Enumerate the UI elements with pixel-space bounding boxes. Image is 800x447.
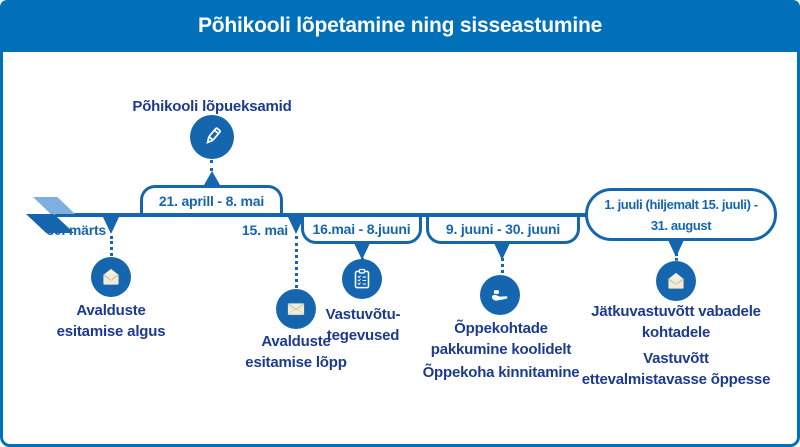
milestone-date-15-mai: 15. mai [241,222,288,238]
timeline-marker-triangle [204,171,220,185]
milestone-label: Vastuvõtu- tegevused [325,306,401,344]
date-range-bracket [140,185,283,213]
milestone-date-range: 9. juuni - 30. juuni [445,221,561,237]
milestone-label: Avalduste esitamise lõpp [245,333,347,371]
date-range-capsule [585,188,777,241]
hand-icon [487,282,513,308]
milestone-label: Jätkuvastuvõtt vabadele kohtadele [591,303,761,341]
timeline-marker-triangle [288,217,304,234]
timeline-marker-triangle [494,243,510,260]
milestone-date-range: 16.mai - 8.juuni [312,221,411,237]
milestone-icon-circle [276,289,316,329]
milestone-label: Avalduste esitamise algus [56,302,166,340]
milestone-date-range: 21. aprill - 8. mai [158,192,265,209]
pen-icon [198,123,226,151]
dotted-connector [110,236,113,256]
clipboard-icon [349,266,375,292]
envelope-open-icon [98,264,124,290]
milestone-heading: Põhikooli lõpueksamid [132,98,292,115]
milestone-icon-circle [480,275,520,315]
dotted-connector [295,236,298,288]
milestone-label: Õppekohtade pakkumine koolidelt [430,320,572,358]
dotted-connector [210,160,213,171]
envelope-closed-icon [283,296,309,322]
date-range-bracket [426,217,580,244]
milestone-date-30-marts: 30. märts [46,222,106,238]
milestone-icon-circle [91,257,131,297]
page-title: Põhikooli lõpetamine ning sisseastumine [197,14,603,37]
milestone-date-range: 31. august [650,217,712,233]
milestone-icon-circle [342,259,382,299]
envelope-open-icon [663,268,689,294]
date-range-bracket [301,217,422,244]
milestone-label: Õppekoha kinnitamine [422,364,580,381]
timeline-marker-triangle [354,243,370,260]
header-bar [0,0,800,52]
milestone-icon-circle [656,261,696,301]
milestone-label: Vastuvõtt ettevalmistavasse õppesse [581,350,771,388]
dotted-connector [501,258,504,273]
timeline-marker-triangle [103,217,119,234]
timeline-marker-triangle [668,240,684,257]
milestone-icon-circle [190,115,234,159]
milestone-date-range: 1. juuli (hiljemalt 15. juuli) - [604,196,758,212]
